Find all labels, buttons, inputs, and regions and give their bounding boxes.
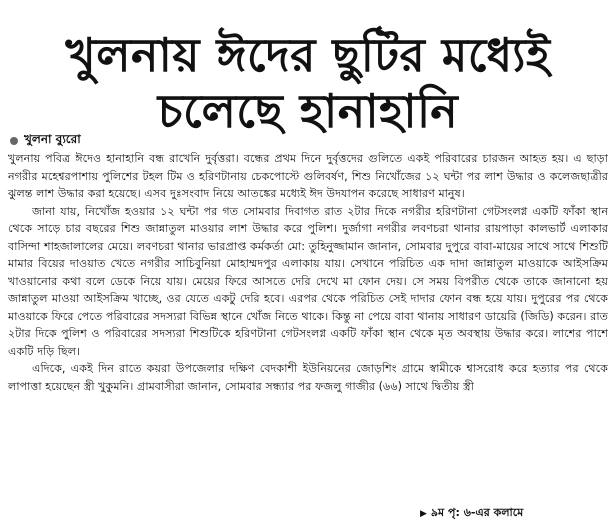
byline: [10, 131, 81, 151]
paragraph-1: খুলনায় পবিত্র ঈদেও হানাহানি বন্ধ রাখেনি দুর্বৃত্তরা। বন্ধের প্রথম দিনে দুর্বৃত্তদের গুলিতে একই পরিবারের চারজন আহত হয়। এ ছাড়া নগরীর মহেশ্বরপাশায় পুলিশের টহল টিম ও হরিণটানায় চেকপোস্টে গুলিবর্ষণ, শিশু নিখোঁজের ১২ ঘন্টা পর লাশ উদ্ধার ও কলেজছাত্রীর ঝুলন্ত লাশ উদ্ধার করা হয়েছে। এসব দুঃসংবাদ নিয়ে আতঙ্কের মধ্যেই ঈদ উদযাপন করেছে সাধারণ মানুষ।: [8, 152, 608, 200]
headline-line-1: খুলনায় ঈদের ছুটির মধ্যেই: [65, 28, 551, 83]
paragraph-3: এদিকে, একই দিন রাতে কয়রা উপজেলার দক্ষিণ বেদকাশী ইউনিয়নের জোড়শিং গ্রামে স্বামীকে শ্বাসরোধ করে হত্যার পর থেকে লাপাত্তা হয়েছেন স্ত্রী খুকুমনি। গ্রামবাসীরা জানান, সোমবার সন্ধ্যার পর ফজলু গাজীর (৬৬) সাথে দ্বিতীয় স্ত্রী: [8, 362, 608, 393]
headline-line-2: চলেছে হানাহানি: [157, 84, 459, 139]
continuation-text: ৯ম পৃ: ৬-এর কলামে: [430, 506, 524, 519]
article-body: [8, 150, 608, 395]
headline: [0, 27, 616, 139]
circle-bullet-icon: [10, 137, 18, 145]
paragraph-2: জানা যায়, নিখোঁজ হওয়ার ১২ ঘন্টা পর গত সোমবার দিবাগত রাত ২টার দিকে নগরীর হরিণটানা গেটসংলগ্ন একটি ফাঁকা স্থান থেকে সাড়ে চার বছরের শিশু জান্নাতুল মাওয়ার লাশ উদ্ধার করে পুলিশ। দুর্জাগা নগরীর লবণচরা থানার রায়পাড়া কালভার্ট এলাকার বাসিন্দা শাহজালালের মেয়ে। লবণচরা থানার ভারপ্রাপ্ত কর্মকর্তা মো: তুহিনুজ্জামান জানান, সোমবার দুপুরে বাবা-মায়ের সাথে সাথে শিশুটি মামার বিয়ের দাওয়াত খেতে নগরীর সাচিবুনিয়া মোহাম্মদপুর এলাকায় যায়। সেখানে পরিচিত এক দাদা জান্নাতুল মাওয়াকে আইসক্রিম খাওয়ানোর কথা বলে ডেকে নিয়ে যায়। মেয়ের ফিরে আসতে দেরি দেখে মা ফোন দেয়। সে সময় বিপরীত থেকে তাকে জানানো হয় জান্নাতুল মাওয়া আইসক্রিম খাচ্ছে, ওর যেতে একটু দেরি হবে। এরপর থেকে পরিচিত সেই দাদার ফোন বন্ধ হয়ে যায়। দুপুরের পর থেকে মাওয়াকে ফিরে পেতে পরিবারের সদস্যরা বিভিন্ন স্থানে খোঁজ নিতে থাকে। কিন্তু না পেয়ে বাবা থানায় সাধারণ ডায়েরি (জিডি) করেন। রাত ২টার দিকে পুলিশ ও পরিবারের সদস্যরা শিশুটিকে হরিণটানা গেটসংলগ্ন একটি ফাঁকা স্থান থেকে মৃত অবস্থায় উদ্ধার করে। লাশের পাশে একটি দড়ি ছিল।: [8, 204, 608, 358]
byline-text: খুলনা ব্যুরো: [24, 132, 81, 146]
triangle-right-icon: ▶: [420, 508, 427, 519]
continuation-note: [420, 504, 523, 523]
